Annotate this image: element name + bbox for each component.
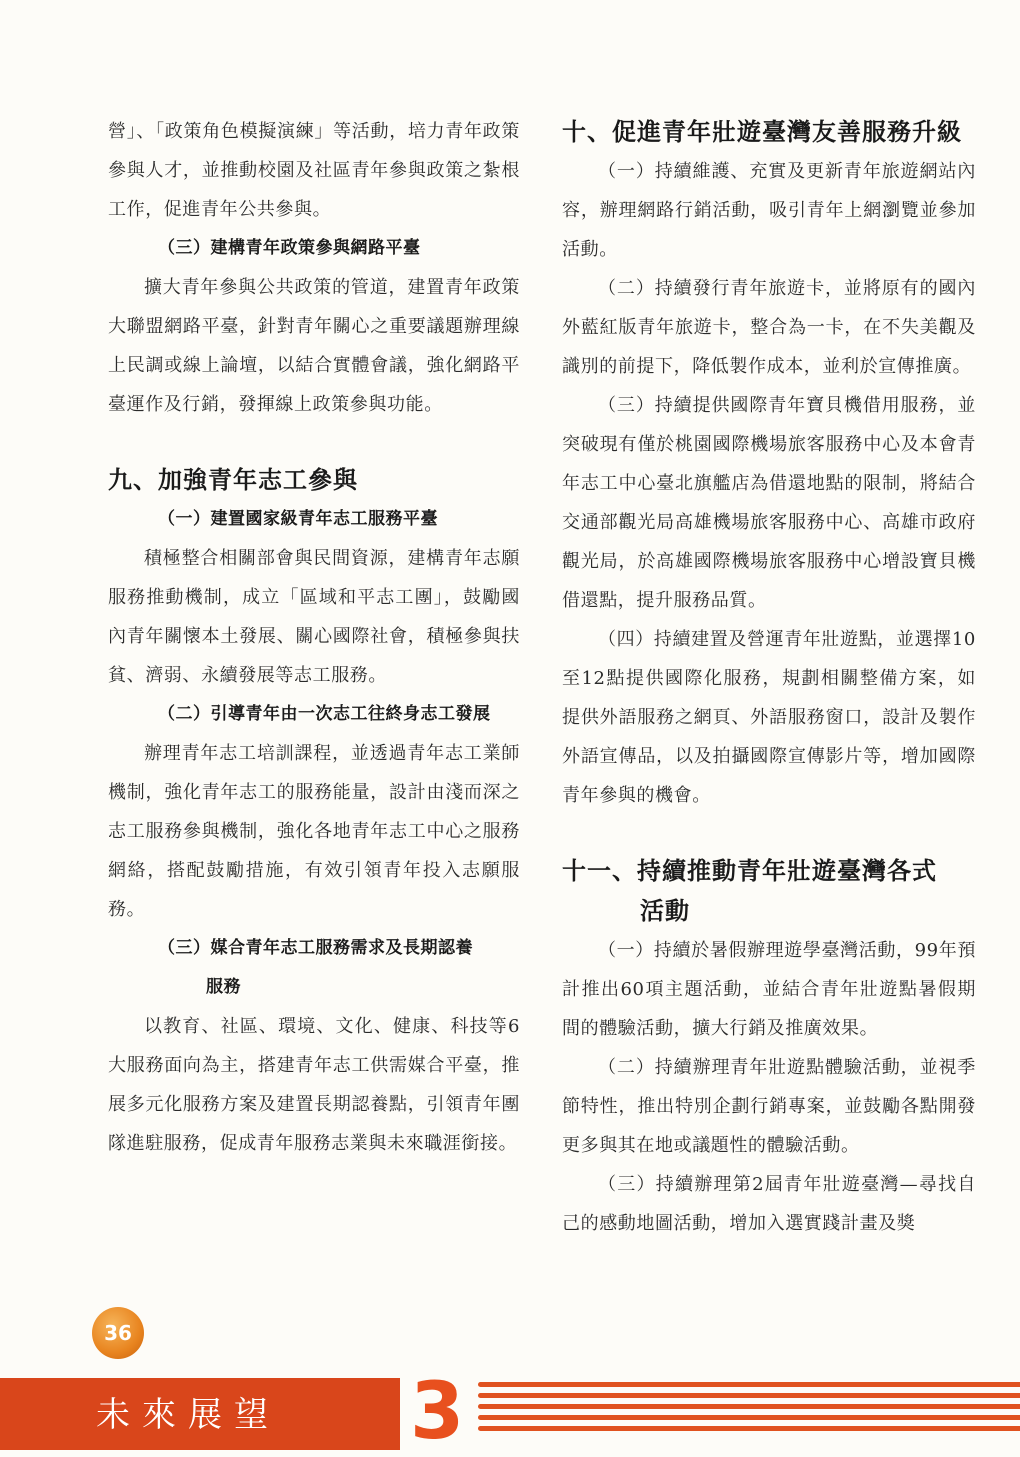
paragraph: 以教育、社區、環境、文化、健康、科技等6大服務面向為主，搭建青年志工供需媒合平臺，推展多元化服務方案及建置長期認養點，引領青年團隊進駐服務，促成青年服務志業與未來職涯銜接。	[108, 1016, 520, 1154]
section-title-line2: 活動	[640, 896, 690, 925]
section-gap	[108, 424, 520, 460]
subsection-title: （二）引導青年由一次志工往終身志工發展	[158, 704, 491, 724]
right-column	[562, 112, 976, 1243]
paragraph: （二）持續發行青年旅遊卡，並將原有的國內外藍紅版青年旅遊卡，整合為一卡，在不失美觀及識別的前提下，降低製作成本，並利於宣傳推廣。	[562, 278, 976, 377]
section-title-9: 九、加強青年志工參與	[108, 465, 358, 494]
chapter-number: 3	[410, 1367, 465, 1457]
intro-paragraph: 營」、「政策角色模擬演練」等活動，培力青年政策參與人才，並推動校園及社區青年參與政策之紮根工作，促進青年公共參與。	[108, 121, 520, 220]
chapter-title: 未來展望	[96, 1395, 280, 1435]
section-title-11	[562, 851, 976, 931]
left-column	[108, 112, 520, 1163]
page-number-badge: 36	[92, 1307, 144, 1359]
subsection-title: （三）建構青年政策參與網路平臺	[158, 238, 421, 258]
chapter-footer	[0, 1367, 1020, 1457]
stripe	[478, 1415, 1020, 1420]
subsection-title	[108, 929, 520, 1007]
paragraph: （四）持續建置及營運青年壯遊點，並選擇10至12點提供國際化服務，規劃相關整備方案，如提供外語服務之網頁、外語服務窗口，設計及製作外語宣傳品，以及拍攝國際宣傳影片等，增加國際青年參與的機會。	[562, 629, 976, 806]
paragraph: （三）持續提供國際青年寶貝機借用服務，並突破現有僅於桃園國際機場旅客服務中心及本會青年志工中心臺北旗艦店為借還地點的限制，將結合交通部觀光局高雄機場旅客服務中心、高雄市政府觀光局，於高雄國際機場旅客服務中心增設寶貝機借還點，提升服務品質。	[562, 395, 976, 611]
paragraph: （一）持續於暑假辦理遊學臺灣活動，99年預計推出60項主題活動，並結合青年壯遊點暑假期間的體驗活動，擴大行銷及推廣效果。	[562, 940, 976, 1039]
section-title-10: 十、促進青年壯遊臺灣友善服務升級	[562, 117, 962, 146]
decorative-stripes	[478, 1382, 1020, 1437]
chapter-banner	[0, 1378, 400, 1450]
stripe	[478, 1404, 1020, 1409]
subsection-title-line1: （三）媒合青年志工服務需求及長期認養	[158, 938, 473, 958]
subsection-title: （一）建置國家級青年志工服務平臺	[158, 509, 438, 529]
paragraph: 擴大青年參與公共政策的管道，建置青年政策大聯盟網路平臺，針對青年關心之重要議題辦理線上民調或線上論壇，以結合實體會議，強化網路平臺運作及行銷，發揮線上政策參與功能。	[108, 277, 520, 415]
paragraph: （三）持續辦理第2屆青年壯遊臺灣—尋找自己的感動地圖活動，增加入選實踐計畫及獎	[562, 1174, 976, 1234]
paragraph: （二）持續辦理青年壯遊點體驗活動，並視季節特性，推出特別企劃行銷專案，並鼓勵各點開發更多與其在地或議題性的體驗活動。	[562, 1057, 976, 1156]
section-title-line1: 十一、持續推動青年壯遊臺灣各式	[562, 856, 937, 885]
paragraph: 積極整合相關部會與民間資源，建構青年志願服務推動機制，成立「區域和平志工團」，鼓勵國內青年關懷本土發展、關心國際社會，積極參與扶貧、濟弱、永續發展等志工服務。	[108, 548, 520, 686]
stripe	[478, 1393, 1020, 1398]
stripe	[478, 1426, 1020, 1431]
paragraph: 辦理青年志工培訓課程，並透過青年志工業師機制，強化青年志工的服務能量，設計由淺而深之志工服務參與機制，強化各地青年志工中心之服務網絡，搭配鼓勵措施，有效引領青年投入志願服務。	[108, 743, 520, 920]
stripe	[478, 1382, 1020, 1387]
paragraph: （一）持續維護、充實及更新青年旅遊網站內容，辦理網路行銷活動，吸引青年上網瀏覽並參加活動。	[562, 161, 976, 260]
subsection-title-line2: 服務	[206, 977, 241, 997]
section-gap	[562, 815, 976, 851]
